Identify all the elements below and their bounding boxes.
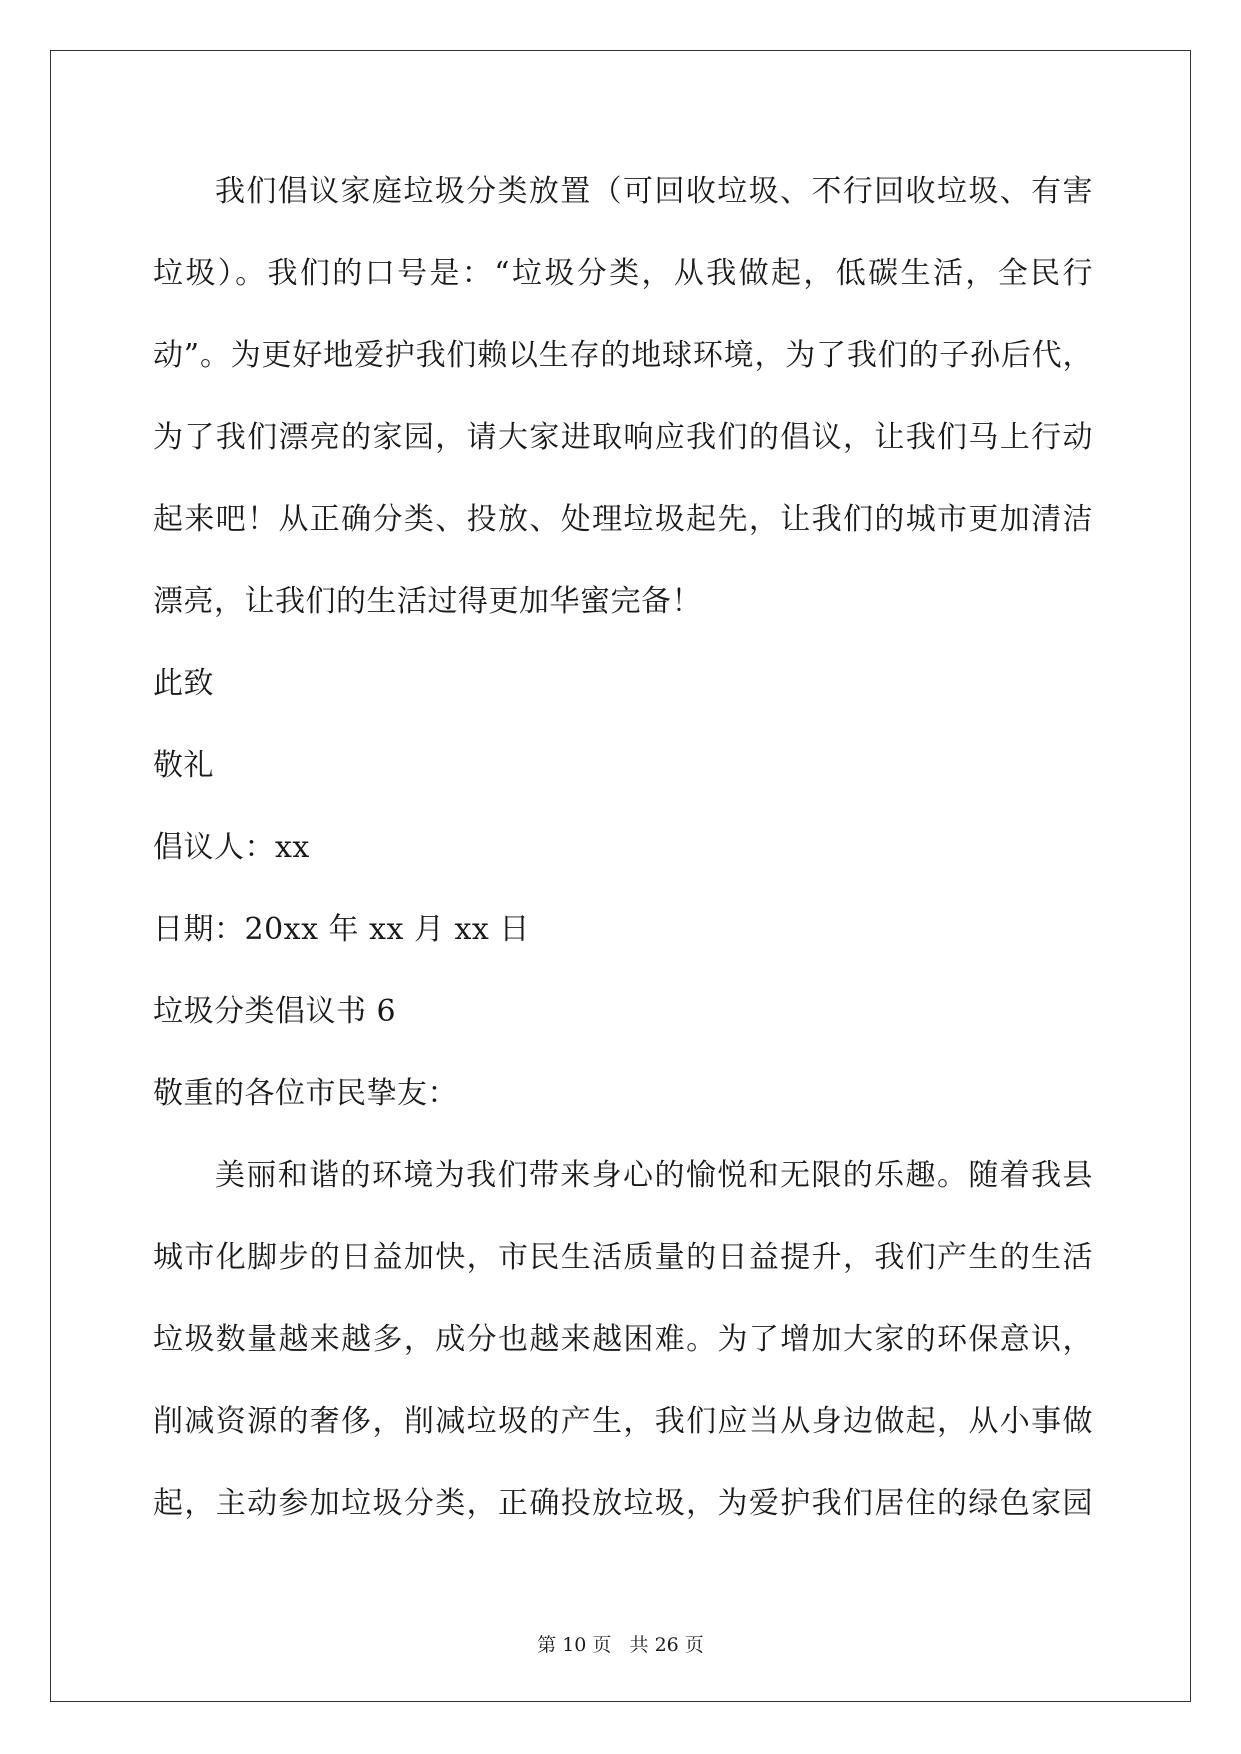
salutation-line: 敬重的各位市民挚友： (153, 1076, 458, 1111)
paragraph-1-line-4: 为了我们漂亮的家园，请大家进取响应我们的倡议，让我们马上行动 (153, 420, 1093, 455)
paragraph-2-line-2: 城市化脚步的日益加快，市民生活质量的日益提升，我们产生的生活 (153, 1240, 1093, 1275)
paragraph-1-line-6: 漂亮，让我们的生活过得更加华蜜完备！ (153, 584, 702, 619)
date-line: 日期：20xx 年 xx 月 xx 日 (153, 912, 530, 947)
closing-salutation: 此致 (153, 666, 214, 701)
signer-line: 倡议人：xx (153, 830, 310, 865)
section-heading: 垃圾分类倡议书 6 (153, 994, 397, 1029)
page-number-footer: 第 10 页 共 26 页 (537, 1634, 704, 1656)
document-body (153, 162, 1093, 1556)
paragraph-1-line-1: 我们倡议家庭垃圾分类放置（可回收垃圾、不行回收垃圾、有害 (215, 174, 1093, 209)
paragraph-2-line-5: 起，主动参加垃圾分类，正确投放垃圾，为爱护我们居住的绿色家园 (153, 1486, 1093, 1521)
paragraph-2-line-4: 削减资源的奢侈，削减垃圾的产生，我们应当从身边做起，从小事做 (153, 1404, 1093, 1439)
paragraph-2-line-1: 美丽和谐的环境为我们带来身心的愉悦和无限的乐趣。随着我县 (215, 1158, 1093, 1193)
paragraph-1-line-3: 动”。为更好地爱护我们赖以生存的地球环境，为了我们的子孙后代， (153, 338, 1093, 373)
paragraph-2-line-3: 垃圾数量越来越多，成分也越来越困难。为了增加大家的环保意识， (153, 1322, 1093, 1357)
closing-regards: 敬礼 (153, 748, 214, 783)
paragraph-1-line-2: 垃圾）。我们的口号是：“垃圾分类，从我做起，低碳生活，全民行 (153, 256, 1093, 291)
paragraph-1-line-5: 起来吧！从正确分类、投放、处理垃圾起先，让我们的城市更加清洁 (153, 502, 1093, 537)
